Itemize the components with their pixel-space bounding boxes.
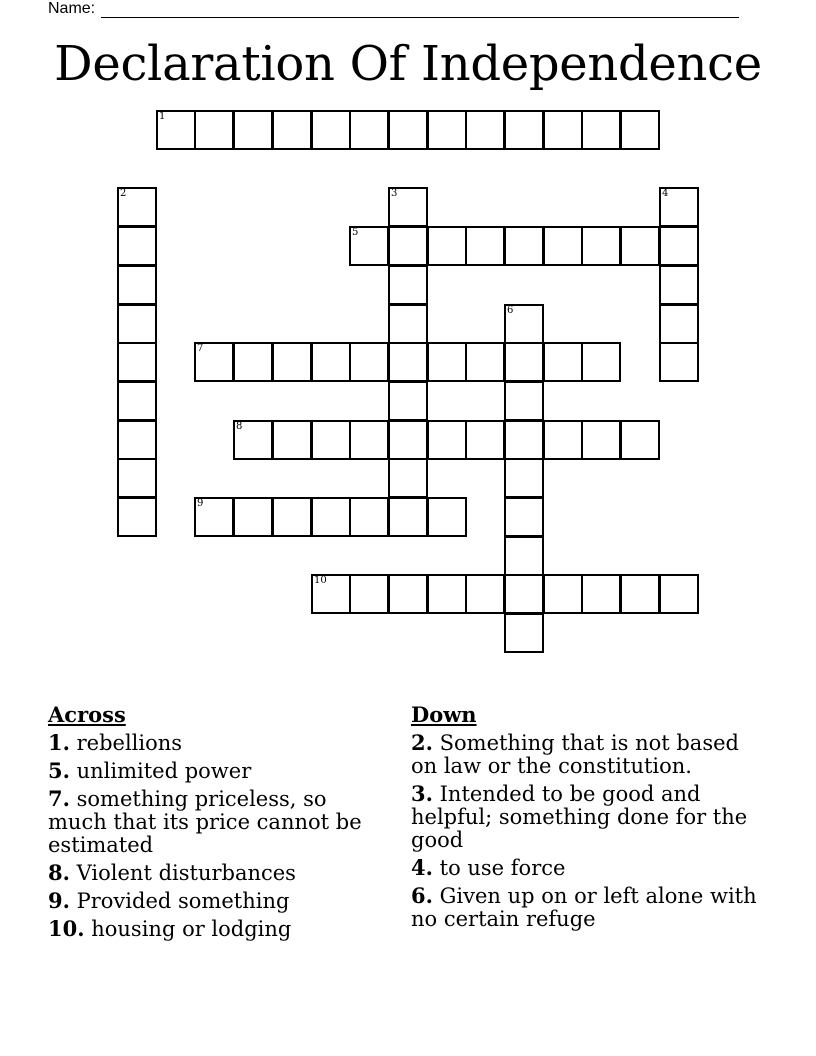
name-label: Name: bbox=[48, 0, 96, 17]
crossword-cell[interactable] bbox=[388, 497, 428, 537]
crossword-cell[interactable] bbox=[659, 574, 699, 614]
clue-text: housing or lodging bbox=[91, 917, 292, 941]
cell-number: 10 bbox=[314, 575, 327, 586]
clue-number: 1. bbox=[48, 730, 70, 755]
crossword-cell[interactable] bbox=[272, 110, 312, 150]
cell-number: 5 bbox=[352, 227, 359, 238]
clue-text: Something that is not based on law or the constitution. bbox=[411, 731, 739, 778]
crossword-cell[interactable] bbox=[504, 110, 544, 150]
crossword-cell[interactable] bbox=[543, 110, 583, 150]
clue-number: 2. bbox=[411, 730, 433, 755]
crossword-cell[interactable] bbox=[427, 420, 467, 460]
crossword-cell[interactable] bbox=[388, 304, 428, 344]
crossword-cell[interactable] bbox=[388, 342, 428, 382]
crossword-cell[interactable] bbox=[272, 342, 312, 382]
crossword-cell[interactable] bbox=[388, 187, 428, 227]
crossword-cell[interactable] bbox=[233, 342, 273, 382]
clue-down-3 bbox=[411, 782, 771, 852]
clue-number: 4. bbox=[411, 855, 433, 880]
crossword-cell[interactable] bbox=[272, 497, 312, 537]
crossword-cell[interactable] bbox=[543, 342, 583, 382]
clue-text: rebellions bbox=[76, 731, 183, 755]
crossword-cell[interactable] bbox=[233, 497, 273, 537]
crossword-cell[interactable] bbox=[427, 574, 467, 614]
clue-across-1 bbox=[48, 731, 378, 755]
clue-down-4 bbox=[411, 856, 771, 880]
across-heading: Across bbox=[48, 702, 126, 727]
crossword-cell[interactable] bbox=[427, 342, 467, 382]
crossword-cell[interactable] bbox=[117, 265, 157, 305]
crossword-cell[interactable] bbox=[465, 226, 505, 266]
crossword-cell[interactable] bbox=[194, 497, 234, 537]
crossword-cell[interactable] bbox=[117, 342, 157, 382]
crossword-cell[interactable] bbox=[388, 110, 428, 150]
crossword-cell[interactable] bbox=[659, 226, 699, 266]
crossword-cell[interactable] bbox=[117, 497, 157, 537]
crossword-cell[interactable] bbox=[543, 420, 583, 460]
crossword-cell[interactable] bbox=[311, 420, 351, 460]
crossword-cell[interactable] bbox=[659, 304, 699, 344]
clue-number: 7. bbox=[48, 786, 70, 811]
crossword-cell[interactable] bbox=[504, 613, 544, 653]
crossword-cell[interactable] bbox=[117, 304, 157, 344]
page-title: Declaration Of Independence bbox=[54, 36, 762, 92]
crossword-cell[interactable] bbox=[465, 420, 505, 460]
crossword-cell[interactable] bbox=[311, 497, 351, 537]
crossword-cell[interactable] bbox=[117, 458, 157, 498]
crossword-cell[interactable] bbox=[349, 420, 389, 460]
clue-number: 6. bbox=[411, 883, 433, 908]
clue-number: 5. bbox=[48, 758, 70, 783]
crossword-cell[interactable] bbox=[349, 226, 389, 266]
crossword-cell[interactable] bbox=[117, 420, 157, 460]
crossword-cell[interactable] bbox=[388, 226, 428, 266]
crossword-cell[interactable] bbox=[581, 420, 621, 460]
clue-number: 3. bbox=[411, 781, 433, 806]
crossword-cell[interactable] bbox=[659, 187, 699, 227]
crossword-cell[interactable] bbox=[427, 497, 467, 537]
crossword-cell[interactable] bbox=[620, 420, 660, 460]
clue-text: Intended to be good and helpful; something done for the good bbox=[411, 782, 748, 852]
crossword-cell[interactable] bbox=[620, 226, 660, 266]
down-clues bbox=[411, 701, 771, 935]
crossword-cell[interactable] bbox=[465, 574, 505, 614]
crossword-cell[interactable] bbox=[117, 187, 157, 227]
cell-number: 3 bbox=[391, 188, 398, 199]
clue-number: 9. bbox=[48, 888, 70, 913]
crossword-cell[interactable] bbox=[233, 420, 273, 460]
crossword-cell[interactable] bbox=[388, 381, 428, 421]
cell-number: 7 bbox=[197, 343, 204, 354]
across-clues bbox=[48, 701, 378, 945]
clue-across-5 bbox=[48, 759, 378, 783]
clue-text: unlimited power bbox=[76, 759, 252, 783]
crossword-cell[interactable] bbox=[194, 342, 234, 382]
crossword-cell[interactable] bbox=[349, 342, 389, 382]
crossword-cell[interactable] bbox=[194, 110, 234, 150]
crossword-cell[interactable] bbox=[388, 574, 428, 614]
crossword-cell[interactable] bbox=[504, 497, 544, 537]
crossword-cell[interactable] bbox=[659, 342, 699, 382]
clue-down-6 bbox=[411, 884, 771, 931]
crossword-cell[interactable] bbox=[465, 110, 505, 150]
crossword-cell[interactable] bbox=[427, 226, 467, 266]
crossword-cell[interactable] bbox=[659, 265, 699, 305]
crossword-cell[interactable] bbox=[581, 226, 621, 266]
crossword-cell[interactable] bbox=[311, 574, 351, 614]
crossword-cell[interactable] bbox=[311, 342, 351, 382]
crossword-cell[interactable] bbox=[504, 420, 544, 460]
cell-number: 4 bbox=[662, 188, 669, 199]
crossword-cell[interactable] bbox=[349, 574, 389, 614]
crossword-cell[interactable] bbox=[504, 226, 544, 266]
clue-text: to use force bbox=[439, 856, 566, 880]
crossword-cell[interactable] bbox=[504, 574, 544, 614]
clue-across-10 bbox=[48, 917, 378, 941]
crossword-cell[interactable] bbox=[311, 110, 351, 150]
cell-number: 9 bbox=[197, 498, 204, 509]
crossword-cell[interactable] bbox=[388, 265, 428, 305]
clue-text: Given up on or left alone with no certain refuge bbox=[411, 884, 757, 931]
clue-text: Violent disturbances bbox=[76, 861, 296, 885]
crossword-cell[interactable] bbox=[581, 110, 621, 150]
crossword-cell[interactable] bbox=[504, 458, 544, 498]
crossword-cell[interactable] bbox=[388, 420, 428, 460]
cell-number: 6 bbox=[507, 305, 514, 316]
clue-down-2 bbox=[411, 731, 771, 778]
crossword-cell[interactable] bbox=[117, 226, 157, 266]
crossword-cell[interactable] bbox=[349, 497, 389, 537]
crossword-cell[interactable] bbox=[272, 420, 312, 460]
clue-number: 10. bbox=[48, 916, 85, 941]
crossword-cell[interactable] bbox=[581, 574, 621, 614]
crossword-cell[interactable] bbox=[620, 110, 660, 150]
clue-number: 8. bbox=[48, 860, 70, 885]
clue-across-7 bbox=[48, 787, 378, 857]
crossword-cell[interactable] bbox=[504, 536, 544, 576]
crossword-cell[interactable] bbox=[465, 342, 505, 382]
crossword-cell[interactable] bbox=[504, 381, 544, 421]
crossword-cell[interactable] bbox=[233, 110, 273, 150]
crossword-cell[interactable] bbox=[543, 574, 583, 614]
crossword-cell[interactable] bbox=[504, 304, 544, 344]
crossword-cell[interactable] bbox=[543, 226, 583, 266]
crossword-cell[interactable] bbox=[349, 110, 389, 150]
cell-number: 1 bbox=[159, 111, 166, 122]
crossword-cell[interactable] bbox=[504, 342, 544, 382]
crossword-cell[interactable] bbox=[388, 458, 428, 498]
clue-across-8 bbox=[48, 861, 378, 885]
crossword-cell[interactable] bbox=[117, 381, 157, 421]
crossword-cell[interactable] bbox=[156, 110, 196, 150]
clue-text: something priceless, so much that its price cannot be estimated bbox=[48, 787, 362, 857]
crossword-cell[interactable] bbox=[581, 342, 621, 382]
crossword-cell[interactable] bbox=[427, 110, 467, 150]
clue-text: Provided something bbox=[76, 889, 290, 913]
cell-number: 8 bbox=[236, 421, 243, 432]
cell-number: 2 bbox=[120, 188, 127, 199]
crossword-cell[interactable] bbox=[620, 574, 660, 614]
clue-across-9 bbox=[48, 889, 378, 913]
down-heading: Down bbox=[411, 702, 477, 727]
